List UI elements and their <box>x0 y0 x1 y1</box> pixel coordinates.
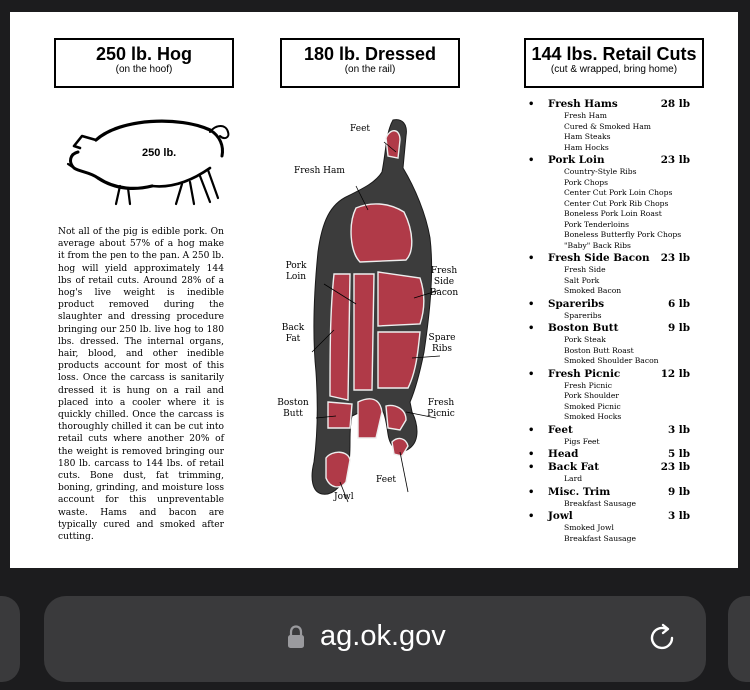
cut-name: Jowl <box>548 510 573 522</box>
cut-product: Breakfast Sausage <box>564 533 636 543</box>
cut-product: Spareribs <box>564 310 602 320</box>
cut-name: Spareribs <box>548 297 605 310</box>
label-back-fat: Back Fat <box>281 323 305 344</box>
cut-name: Pork Loin <box>548 154 605 166</box>
cut-product: Smoked Picnic <box>564 401 621 411</box>
cut-product: Boneless Butterfly Pork Chops <box>564 230 682 239</box>
next-tab-pill[interactable] <box>728 596 750 682</box>
cut-product: Pigs Feet <box>564 436 600 446</box>
cut-product: Fresh Picnic <box>564 380 612 390</box>
cut-product: "Baby" Back Ribs <box>564 240 631 250</box>
cut-product: Smoked Shoulder Bacon <box>564 356 659 365</box>
cut-product: Smoked Jowl <box>564 523 614 532</box>
cut-weight: 9 lb <box>667 322 690 334</box>
retail-cut-item: • Back Fat 23 lb Lard <box>528 461 708 485</box>
retail-subtitle: (cut & wrapped, bring home) <box>550 64 678 75</box>
hog-illustration <box>60 106 236 206</box>
label-pork-loin: Pork Loin <box>285 261 307 282</box>
cut-product: Pork Chops <box>564 177 609 187</box>
retail-cut-item: • Feet 3 lb Pigs Feet <box>528 424 708 448</box>
cut-product: Smoked Bacon <box>564 286 622 295</box>
cut-weight: 9 lb <box>667 485 690 498</box>
hog-subtitle: (on the hoof) <box>115 64 173 75</box>
cut-weight: 12 lb <box>660 367 690 380</box>
cut-product: Pork Tenderloins <box>564 219 630 229</box>
retail-cuts-list <box>528 98 708 545</box>
cut-product: Smoked Hocks <box>564 412 622 421</box>
label-feet-top: Feet <box>350 124 371 134</box>
reload-icon[interactable] <box>646 622 678 654</box>
retail-cut-item: • Fresh Hams 28 lb Fresh Ham Cured & Smoked Ham Ham Steaks Ham Hocks <box>528 98 708 153</box>
dressed-subtitle: (on the rail) <box>344 64 396 75</box>
cut-name: Head <box>548 448 579 460</box>
cut-name: Fresh Hams <box>548 98 618 110</box>
retail-cut-item: • Spareribs 6 lb Spareribs <box>528 298 708 322</box>
label-spare-ribs: Spare Ribs <box>428 333 456 354</box>
lock-icon <box>287 625 305 649</box>
cut-weight: 23 lb <box>660 154 690 166</box>
cut-name: Feet <box>548 423 573 436</box>
previous-tab-pill[interactable] <box>0 596 20 682</box>
retail-header-box <box>524 38 704 88</box>
cut-product: Country-Style Ribs <box>564 167 637 176</box>
label-fresh-ham: Fresh Ham <box>294 166 345 176</box>
cut-product: Lard <box>564 474 583 483</box>
cut-product: Fresh Ham <box>564 111 607 120</box>
hog-title: 250 lb. Hog <box>95 44 193 64</box>
hog-yield-paragraph: Not all of the pig is edible pork. On average about 57% of a hog make it from the pen to the pan. A 250 lb. hog will yield approximately 144 lbs of retail cuts. Around 28% of a hog's live weight is inedible product removed during the slaughter and dressing procedure bringing our 250 lb. live hog to 180 lbs. dressed. The internal organs, hair, blood, and other inedible products account for most of this loss. Once the carcass is sanitarily dressed it is hung on a rail and placed into a cooler where it is quickly chilled. Once the carcass is thoroughly chilled it can be cut into retail cuts where another 20% of the weight is removed bringing our 180 lb. carcass to 144 lbs. of retail cuts. Bone dust, fat trimming, boning, grinding, and moisture loss account for this unpreventable waste. Hams and bacon are typically cured and smoked after cutting. <box>58 227 224 543</box>
cut-name: Fresh Side Bacon <box>548 252 650 264</box>
cut-product: Center Cut Pork Rib Chops <box>564 198 669 208</box>
cut-product: Center Cut Pork Loin Chops <box>564 188 673 197</box>
retail-cut-item: • Fresh Picnic 12 lb Fresh Picnic Pork Shoulder Smoked Picnic Smoked Hocks <box>528 368 708 423</box>
document-page <box>10 12 738 568</box>
cut-product: Fresh Side <box>564 265 606 274</box>
url-text[interactable]: ag.ok.gov <box>320 620 446 652</box>
label-boston-butt: Boston Butt <box>277 398 309 419</box>
cut-product: Boneless Pork Loin Roast <box>564 209 662 218</box>
dressed-title: 180 lb. Dressed <box>303 44 437 64</box>
cut-weight: 23 lb <box>660 461 690 473</box>
cut-weight: 23 lb <box>660 252 690 264</box>
label-jowl: Jowl <box>334 492 354 502</box>
retail-cut-item: • Head 5 lb <box>528 448 690 460</box>
cut-name: Back Fat <box>548 461 599 473</box>
retail-cut-item: • Pork Loin 23 lb Country-Style Ribs Pork Chops Center Cut Pork Loin Chops Center Cut Pork Rib Chops Boneless Pork Loin Roast Pork Tenderloins Boneless Butterfly Pork Chops "Baby" Back Ribs <box>528 154 708 251</box>
cut-name: Misc. Trim <box>548 485 611 498</box>
cut-weight: 3 lb <box>667 423 690 436</box>
cut-weight: 3 lb <box>667 510 690 522</box>
cut-product: Pork Steak <box>564 335 606 344</box>
cut-weight: 5 lb <box>667 448 690 460</box>
label-feet-bottom: Feet <box>376 475 397 485</box>
cut-product: Boston Butt Roast <box>564 345 634 355</box>
cut-product: Ham Steaks <box>564 132 611 141</box>
cut-product: Cured & Smoked Ham <box>564 121 651 131</box>
cut-product: Breakfast Sausage <box>564 498 636 508</box>
cut-product: Salt Pork <box>564 275 600 285</box>
hog-header-box <box>54 38 234 88</box>
retail-cut-item: • Fresh Side Bacon 23 lb Fresh Side Salt Pork Smoked Bacon <box>528 252 708 297</box>
cut-name: Fresh Picnic <box>548 367 621 380</box>
cut-weight: 28 lb <box>660 98 690 110</box>
retail-cut-item: • Jowl 3 lb Smoked Jowl Breakfast Sausage <box>528 510 708 544</box>
cut-name: Boston Butt <box>548 322 619 334</box>
cut-product: Ham Hocks <box>564 142 609 152</box>
retail-cut-item: • Misc. Trim 9 lb Breakfast Sausage <box>528 486 708 510</box>
cut-weight: 6 lb <box>667 297 690 310</box>
browser-toolbar <box>0 568 750 690</box>
dressed-header-box <box>280 38 460 88</box>
retail-cut-item: • Boston Butt 9 lb Pork Steak Boston Butt Roast Smoked Shoulder Bacon <box>528 322 708 367</box>
cut-product: Pork Shoulder <box>564 391 619 400</box>
label-fresh-side-bacon: Fresh Side Bacon <box>429 266 459 298</box>
hog-weight-label: 250 lb. <box>142 147 177 159</box>
retail-title: 144 lbs. Retail Cuts <box>531 44 697 64</box>
label-fresh-picnic: Fresh Picnic <box>427 398 455 419</box>
